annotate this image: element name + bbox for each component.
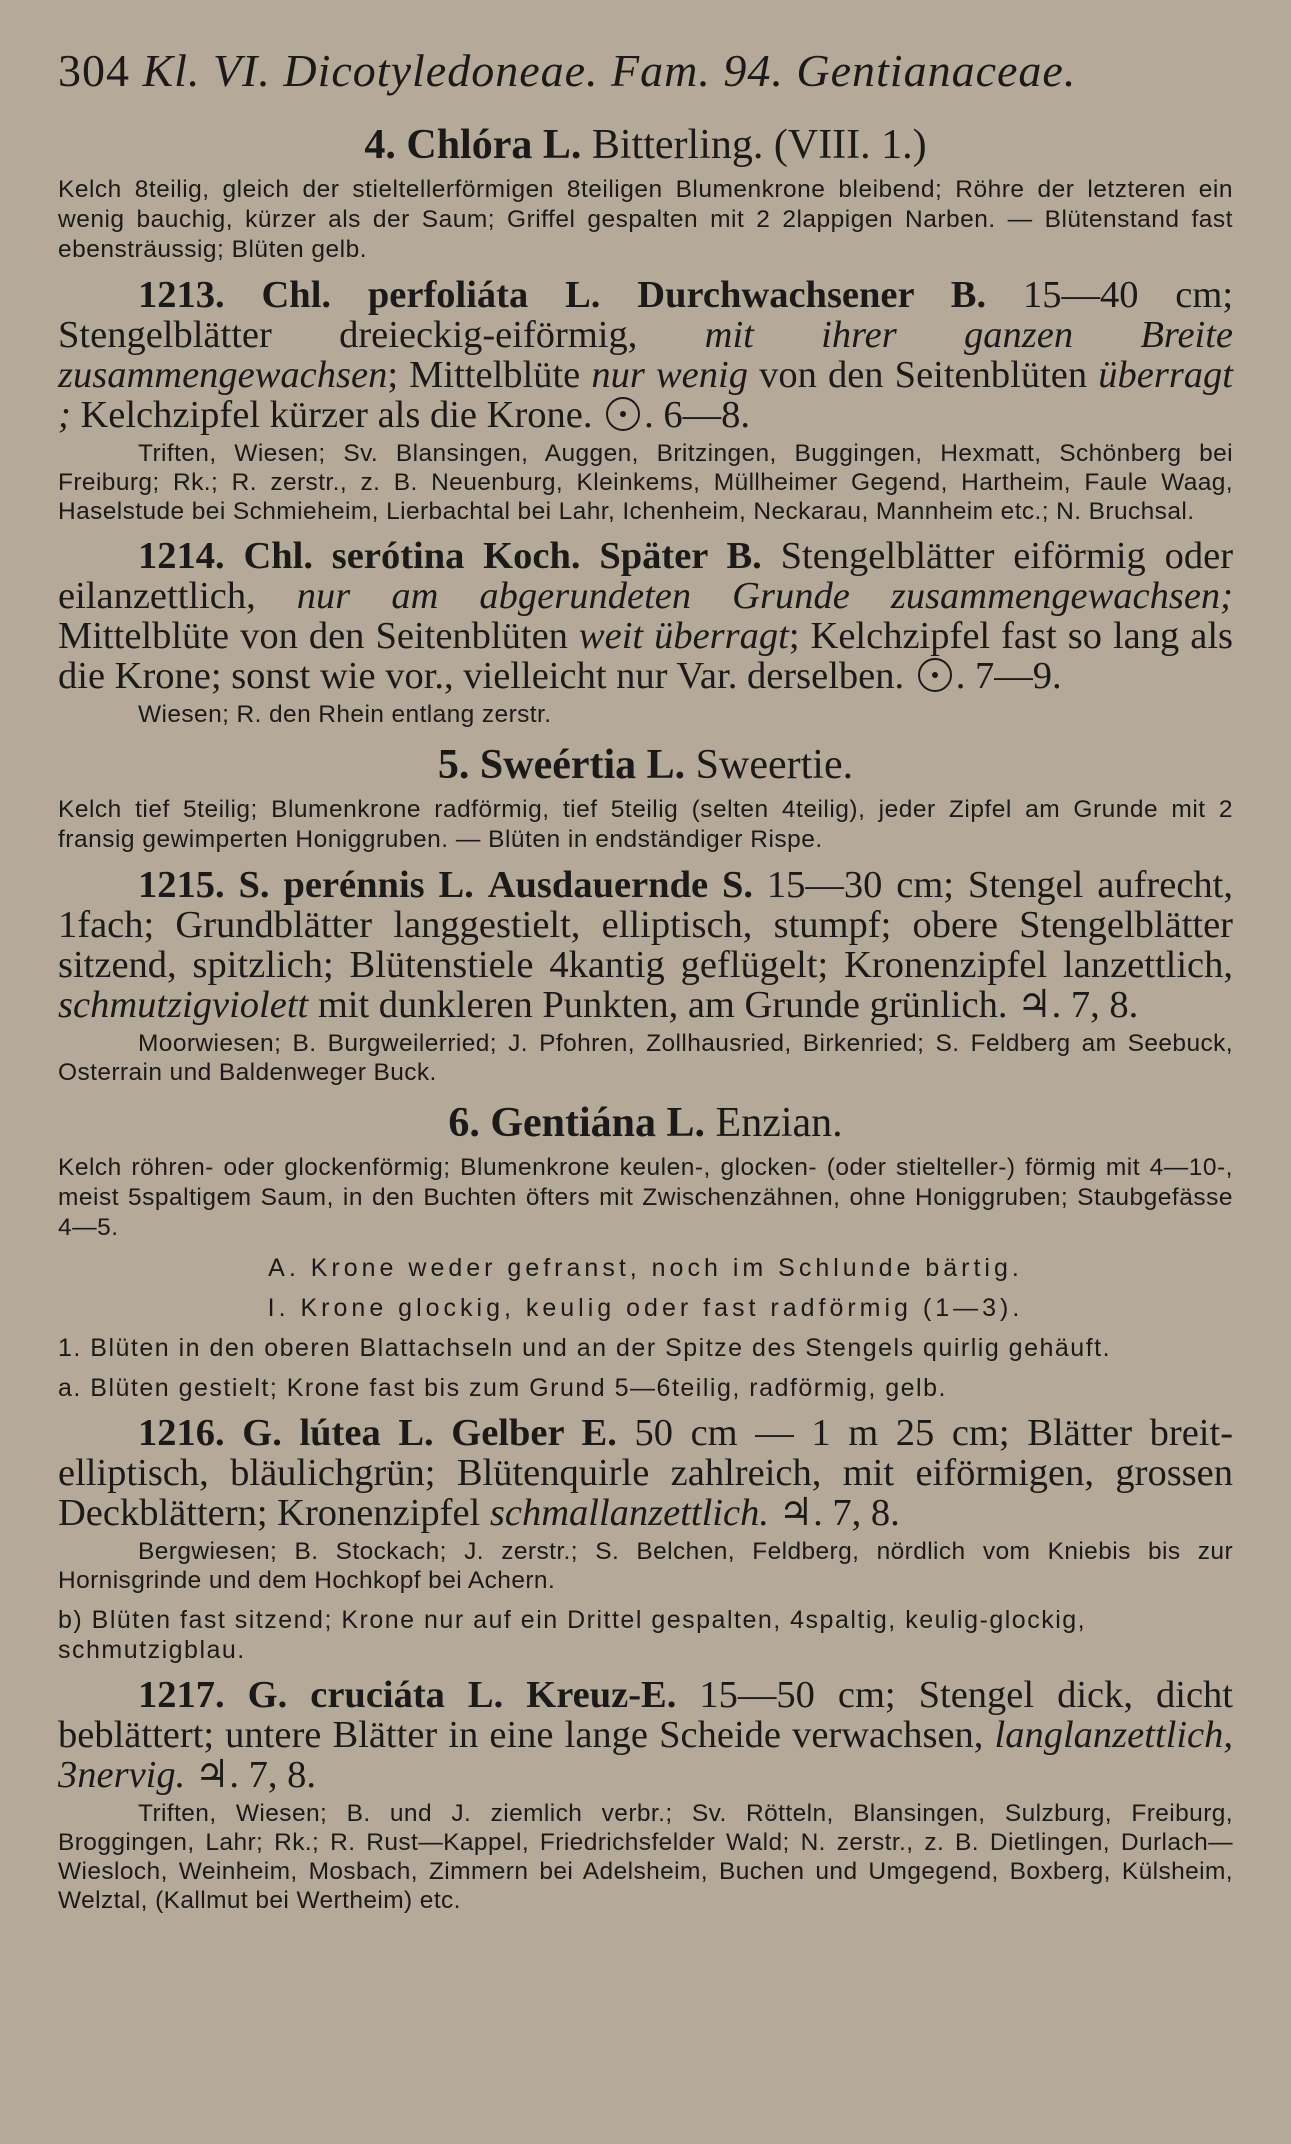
key-level-a: a. Blüten gestielt; Krone fast bis zum Grund 5—6teilig, radförmig, gelb. (58, 1374, 947, 1402)
species-text: mit dunkleren Punkten, am Grunde grünlich. ♃. 7, 8. (317, 984, 1139, 1026)
species-text: Stengelblätter eiförmig oder eilanzettlich, (58, 535, 1234, 617)
species-common-name: Ausdauernde S. (487, 864, 753, 906)
species-italic: nur am abgerundeten Grunde zusammengewachsen; (296, 575, 1233, 617)
genus-heading-gentiana (58, 1099, 1233, 1147)
species-entry-1215 (58, 865, 1233, 1025)
genus-common-name: Enzian. (715, 1100, 843, 1146)
species-number: 1213. (138, 274, 225, 316)
species-text: ; Mittelblüte (387, 354, 581, 396)
species-name: G. cruciáta L. (247, 1674, 504, 1716)
genus-heading-chlora (58, 121, 1233, 169)
species-italic: weit überragt (578, 615, 789, 657)
species-common-name: Später B. (599, 535, 762, 577)
species-text: 15—40 cm; Stengelblätter dreieckig-eiförmig, (58, 274, 1234, 356)
species-localities-1217: Triften, Wiesen; B. und J. ziemlich verbr.; Sv. Rötteln, Blansingen, Sulzburg, Freiburg, Broggingen, Lahr; Rk.; R. Rust—Kappel, Friedrichsfelder Wald; N. zerstr., z. B. Dietlingen, Durlach—Wiesloch, Weinheim, Mosbach, Zimmern bei Adelsheim, Buchen und Umgegend, Boxberg, Külsheim, Welztal, (Kallmut bei Wertheim) etc. (58, 1800, 1233, 1914)
species-localities-1216: Bergwiesen; B. Stockach; J. zerstr.; S. Belchen, Feldberg, nördlich vom Kniebis bis zur Hornisgrinde und dem Hochkopf bei Achern. (58, 1538, 1233, 1594)
genus-name: 4. Chlóra L. (364, 122, 582, 168)
species-name: G. lútea L. (242, 1412, 434, 1454)
species-italic: überragt ; (58, 354, 1233, 436)
species-italic: langlanzettlich, 3nervig. (58, 1714, 1233, 1796)
species-name: S. perénnis L. (238, 864, 474, 906)
species-entry-1214 (58, 536, 1233, 696)
species-name: Chl. perfoliáta L. (261, 274, 601, 316)
species-text: Kelchzipfel kürzer als die Krone. (80, 394, 593, 436)
page-number: 304 (58, 45, 130, 96)
species-entry-1213 (58, 275, 1233, 435)
species-text: ; Kelchzipfel fast so lang als die Krone; sonst wie vor., vielleicht nur Var. derselben. (58, 615, 1234, 697)
species-entry-1217 (58, 1675, 1233, 1795)
genus-description-chlora: Kelch 8teilig, gleich der stieltellerförmigen 8teiligen Blumenkrone bleibend; Röhre der letzteren ein wenig bauchig, kürzer als der Saum; Griffel gespalten mit 2 2lappigen Narben. — Blütenstand fast ebensträussig; Blüten gelb. (58, 176, 1233, 263)
header-subclass: Dicotyledoneae. (283, 45, 599, 96)
linnean-class: (VIII. 1.) (773, 122, 927, 168)
header-family: Fam. 94. (611, 45, 784, 96)
species-name: Chl. serótina Koch. (243, 535, 581, 577)
genus-description-sweertia: Kelch tief 5teilig; Blumenkrone radförmig, tief 5teilig (selten 4teilig), jeder Zipfel am Grunde mit 2 fransig gewimperten Honiggruben. — Blüten in endständiger Rispe. (58, 796, 1233, 853)
species-common-name: Gelber E. (451, 1412, 617, 1454)
species-text: . 6—8. (644, 394, 750, 436)
species-number: 1216. (138, 1412, 225, 1454)
species-localities-1214: Wiesen; R. den Rhein entlang zerstr. (138, 701, 552, 728)
species-number: 1217. (138, 1674, 225, 1716)
genus-name: 5. Sweértia L. (437, 742, 686, 788)
genus-common-name: Bitterling. (591, 122, 764, 168)
genus-heading-sweertia (58, 741, 1233, 789)
species-common-name: Durchwachsener B. (637, 274, 987, 316)
species-localities-1213: Triften, Wiesen; Sv. Blansingen, Auggen, Britzingen, Buggingen, Hexmatt, Schönberg bei Freiburg; Rk.; R. zerstr., z. B. Neuenburg, Kleinkems, Müllheimer Gegend, Hartheim, Faule Waag, Haselstude bei Schmieheim, Lierbachtal bei Lahr, Ichenheim, Neckarau, Mannheim etc.; N. Bruchsal. (58, 440, 1233, 525)
running-header (58, 44, 1233, 97)
genus-description-gentiana: Kelch röhren- oder glockenförmig; Blumenkrone keulen-, glocken- (oder stielteller-) förmig mit 4—10-, meist 5spaltigem Saum, in den Buchten öfters mit Zwischenzähnen, ohne Honiggruben; Staubgefässe 4—5. (58, 1154, 1233, 1241)
header-family-name: Gentianaceae. (796, 45, 1077, 96)
annual-symbol-icon (918, 658, 952, 692)
key-level-1: 1. Blüten in den oberen Blattachseln und an der Spitze des Stengels quirlig gehäuft. (58, 1334, 1112, 1362)
key-level-A: A. Krone weder gefranst, noch im Schlunde bärtig. (268, 1254, 1023, 1282)
species-text: ♃. 7, 8. (194, 1754, 316, 1796)
header-class: Kl. VI. (142, 45, 271, 96)
species-text: 15—50 cm; Stengel dick, dicht beblättert; untere Blätter in eine lange Scheide verwachsen, (58, 1674, 1234, 1756)
species-number: 1214. (138, 535, 225, 577)
annual-symbol-icon (606, 397, 640, 431)
species-text: 50 cm — 1 m 25 cm; Blätter breit-elliptisch, bläulichgrün; Blütenquirle zahlreich, mit eiförmigen, grossen Deckblättern; Kronenzipfel (58, 1412, 1234, 1534)
species-text: 15—30 cm; Stengel aufrecht, 1fach; Grundblätter langgestielt, elliptisch, stumpf; obere Stengelblätter sitzend, spitzlich; Blütenstiele 4kantig geflügelt; Kronenzipfel lanzettlich, (58, 864, 1233, 986)
species-localities-1215: Moorwiesen; B. Burgweilerried; J. Pfohren, Zollhausried, Birkenried; S. Feldberg am Seebuck, Osterrain und Baldenweger Buck. (58, 1030, 1233, 1086)
key-level-I: I. Krone glockig, keulig oder fast radförmig (1—3). (267, 1294, 1024, 1322)
species-common-name: Kreuz-E. (526, 1674, 677, 1716)
species-number: 1215. (138, 864, 225, 906)
species-italic: schmallanzettlich. (489, 1492, 769, 1534)
species-text: . 7—9. (955, 655, 1062, 697)
species-italic: nur wenig (591, 354, 748, 396)
genus-common-name: Sweertie. (695, 742, 854, 788)
species-italic: mit ihrer ganzen Breite zusammengewachsen (58, 314, 1234, 396)
species-text: ♃. 7, 8. (778, 1492, 900, 1534)
species-entry-1216 (58, 1413, 1233, 1533)
species-italic: schmutzigviolett (58, 984, 309, 1026)
genus-name: 6. Gentiána L. (448, 1100, 706, 1146)
species-text: von den Seitenblüten (759, 354, 1088, 396)
species-text: Mittelblüte von den Seitenblüten (58, 615, 568, 657)
key-level-b: b) Blüten fast sitzend; Krone nur auf ein Drittel gespalten, 4spaltig, keulig-glockig, schmutzigblau. (58, 1606, 1087, 1664)
